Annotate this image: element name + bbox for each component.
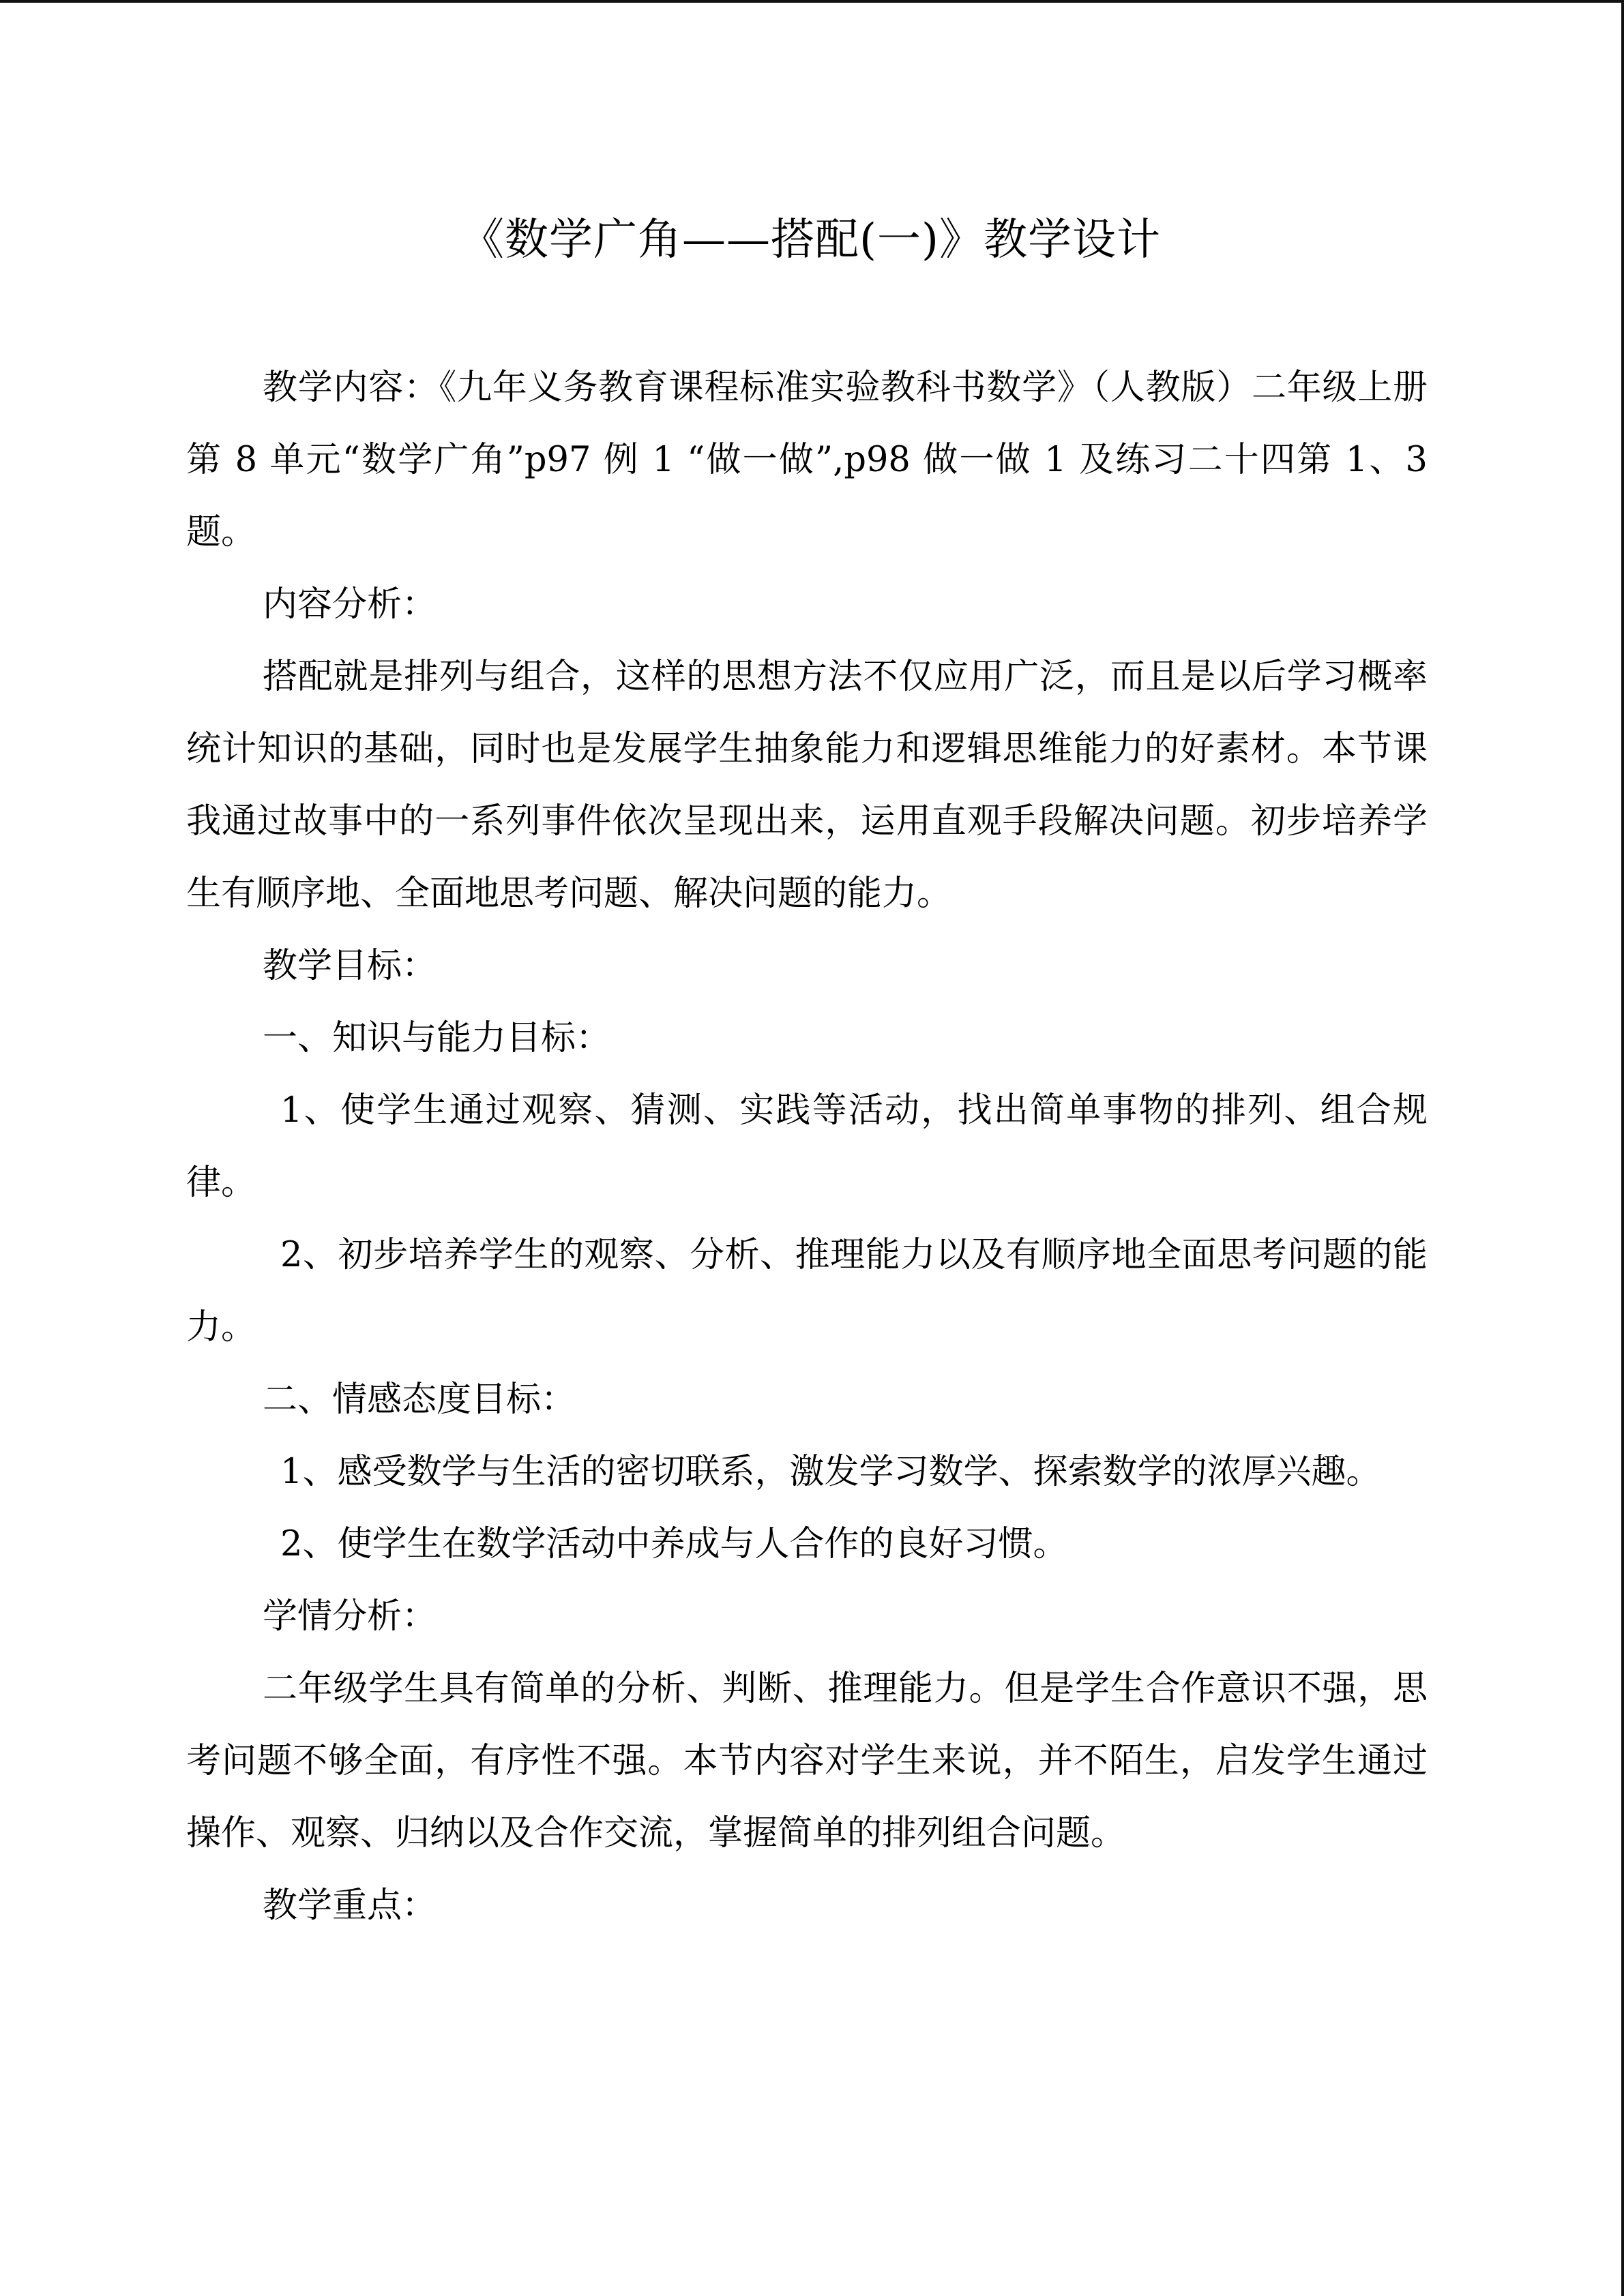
emotion-goal-item: 2、使学生在数学活动中养成与人合作的良好习惯。 (280, 1524, 1068, 1564)
learner-analysis-paragraph: 二年级学生具有简单的分析、判断、推理能力。但是学生合作意识不强，思考问题不够全面，有序性不强。本节内容对学生来说，并不陌生，启发学生通过操作、观察、归纳以及合作交流，掌握简单的排列组合问题。 (186, 1669, 1428, 1853)
teaching-goals-heading: 教学目标： (263, 946, 437, 986)
document-body (186, 352, 1428, 1942)
knowledge-goals-heading: 一、知识与能力目标： (263, 1018, 611, 1058)
teaching-content-paragraph: 教学内容：《九年义务教育课程标准实验教科书数学》（人教版）二年级上册第 8 单元“数学广角”p97 例 1 “做一做”,p98 做一做 1 及练习二十四第 1、3 题。 (186, 368, 1428, 552)
knowledge-goal-item: 1、使学生通过观察、猜测、实践等活动，找出简单事物的排列、组合规律。 (186, 1090, 1428, 1203)
learner-analysis-heading: 学情分析： (263, 1596, 437, 1637)
knowledge-goal-item: 2、初步培养学生的观察、分析、推理能力以及有顺序地全面思考问题的能力。 (186, 1235, 1428, 1347)
document-title: 《数学广角——搭配(一)》教学设计 (460, 215, 1161, 265)
emotion-goals-heading: 二、情感态度目标： (263, 1380, 576, 1420)
emotion-goal-item: 1、感受数学与生活的密切联系，激发学习数学、探索数学的浓厚兴趣。 (280, 1452, 1381, 1492)
teaching-focus-heading: 教学重点： (263, 1885, 437, 1926)
content-analysis-heading: 内容分析： (263, 584, 437, 625)
content-analysis-paragraph: 搭配就是排列与组合，这样的思想方法不仅应用广泛，而且是以后学习概率统计知识的基础，同时也是发展学生抽象能力和逻辑思维能力的好素材。本节课我通过故事中的一系列事件依次呈现出来，运用直观手段解决问题。初步培养学生有顺序地、全面地思考问题、解决问题的能力。 (186, 657, 1428, 914)
